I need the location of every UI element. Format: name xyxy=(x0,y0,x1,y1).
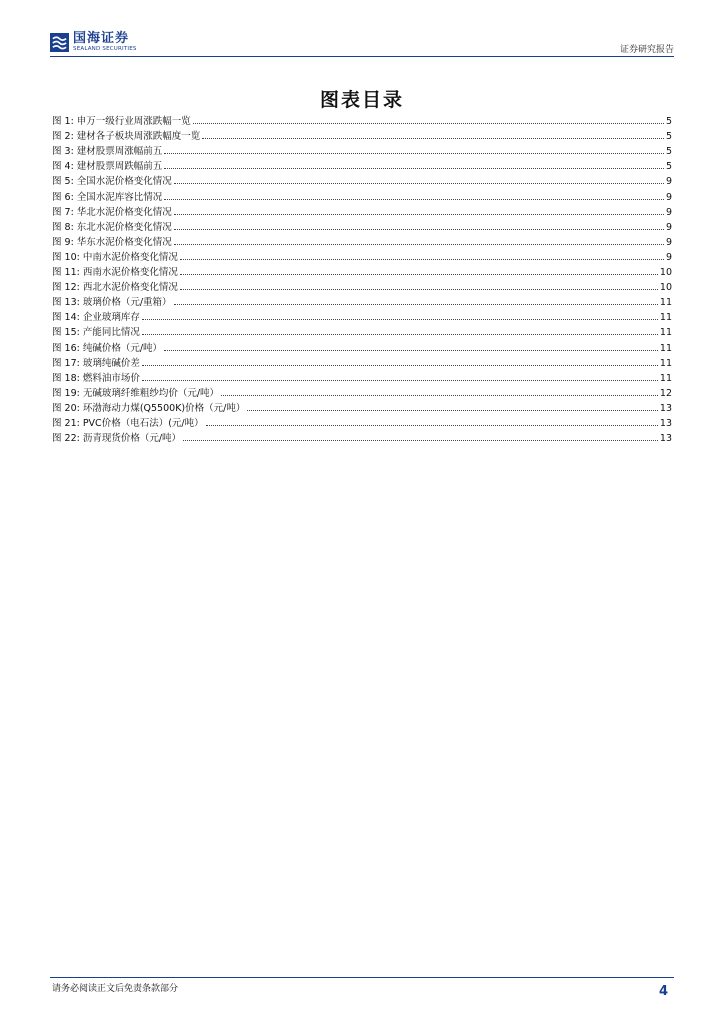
toc-entry-page[interactable]: 5 xyxy=(665,146,672,158)
table-of-figures xyxy=(52,112,672,444)
toc-entry[interactable] xyxy=(52,338,672,353)
sealand-securities-logo xyxy=(50,32,137,53)
toc-entry-label[interactable]: 图 7: 华北水泥价格变化情况 xyxy=(52,206,172,218)
toc-entry-page[interactable]: 9 xyxy=(665,176,672,188)
toc-entry[interactable] xyxy=(52,293,672,308)
toc-dot-leader xyxy=(174,229,664,230)
toc-entry-page[interactable]: 10 xyxy=(659,282,672,294)
toc-dot-leader xyxy=(193,123,664,124)
toc-entry-label[interactable]: 图 4: 建材股票周跌幅前五 xyxy=(52,161,163,173)
toc-dot-leader xyxy=(180,289,658,290)
toc-dot-leader xyxy=(174,304,658,305)
logo-chinese-name: 国海证券 xyxy=(73,31,130,46)
toc-entry-label[interactable]: 图 12: 西北水泥价格变化情况 xyxy=(52,282,178,294)
toc-entry[interactable] xyxy=(52,429,672,444)
toc-entry-page[interactable]: 9 xyxy=(665,191,672,203)
toc-entry[interactable] xyxy=(52,233,672,248)
toc-entry-label[interactable]: 图 9: 华东水泥价格变化情况 xyxy=(52,236,172,248)
toc-entry-page[interactable]: 9 xyxy=(665,206,672,218)
toc-dot-leader xyxy=(180,259,664,260)
toc-entry-page[interactable]: 5 xyxy=(665,116,672,128)
toc-dot-leader xyxy=(202,138,664,139)
toc-entry-label[interactable]: 图 18: 燃料油市场价 xyxy=(52,372,140,384)
toc-entry[interactable] xyxy=(52,369,672,384)
report-type-label: 证券研究报告 xyxy=(619,45,674,55)
toc-entry[interactable] xyxy=(52,127,672,142)
toc-entry[interactable] xyxy=(52,187,672,202)
toc-entry-label[interactable]: 图 14: 企业玻璃库存 xyxy=(52,312,140,324)
disclaimer-note: 请务必阅读正文后免责条款部分 xyxy=(52,984,179,994)
toc-entry-label[interactable]: 图 3: 建材股票周涨幅前五 xyxy=(52,146,163,158)
toc-dot-leader xyxy=(142,319,658,320)
page-title: 图表目录 xyxy=(319,89,404,111)
toc-entry[interactable] xyxy=(52,354,672,369)
toc-entry-label[interactable]: 图 1: 申万一级行业周涨跌幅一览 xyxy=(52,116,191,128)
toc-entry[interactable] xyxy=(52,248,672,263)
toc-entry-page[interactable]: 5 xyxy=(665,161,672,173)
toc-entry-label[interactable]: 图 21: PVC价格（电石法）(元/吨） xyxy=(52,417,204,429)
header-divider xyxy=(50,56,674,57)
toc-entry[interactable] xyxy=(52,263,672,278)
toc-dot-leader xyxy=(174,214,664,215)
toc-entry-page[interactable]: 11 xyxy=(659,327,672,339)
toc-entry-page[interactable]: 11 xyxy=(659,312,672,324)
toc-entry[interactable] xyxy=(52,399,672,414)
toc-entry-page[interactable]: 9 xyxy=(665,221,672,233)
toc-entry-page[interactable]: 11 xyxy=(659,297,672,309)
toc-dot-leader xyxy=(174,244,664,245)
toc-entry[interactable] xyxy=(52,218,672,233)
toc-entry[interactable] xyxy=(52,308,672,323)
toc-dot-leader xyxy=(142,365,658,366)
toc-dot-leader xyxy=(164,199,664,200)
toc-dot-leader xyxy=(247,410,658,411)
page-header xyxy=(50,30,674,57)
toc-dot-leader xyxy=(221,395,658,396)
toc-entry[interactable] xyxy=(52,278,672,293)
toc-entry-label[interactable]: 图 11: 西南水泥价格变化情况 xyxy=(52,267,178,279)
toc-entry-label[interactable]: 图 8: 东北水泥价格变化情况 xyxy=(52,221,172,233)
toc-entry-page[interactable]: 9 xyxy=(665,236,672,248)
toc-entry-label[interactable]: 图 20: 环渤海动力煤(Q5500K)价格（元/吨） xyxy=(52,402,246,414)
toc-entry[interactable] xyxy=(52,323,672,338)
toc-entry-page[interactable]: 13 xyxy=(659,402,672,414)
toc-entry-page[interactable]: 11 xyxy=(659,357,672,369)
toc-entry-label[interactable]: 图 2: 建材各子板块周涨跌幅度一览 xyxy=(52,131,201,143)
toc-entry[interactable] xyxy=(52,414,672,429)
toc-entry-page[interactable]: 13 xyxy=(659,417,672,429)
toc-dot-leader xyxy=(164,168,664,169)
toc-entry[interactable] xyxy=(52,203,672,218)
page-number: 4 xyxy=(658,984,668,999)
toc-entry-page[interactable]: 11 xyxy=(659,342,672,354)
toc-entry-label[interactable]: 图 5: 全国水泥价格变化情况 xyxy=(52,176,172,188)
sealand-logo-icon xyxy=(50,33,69,52)
toc-dot-leader xyxy=(142,380,658,381)
toc-entry-label[interactable]: 图 22: 沥青现货价格（元/吨） xyxy=(52,433,182,445)
toc-entry-page[interactable]: 9 xyxy=(665,251,672,263)
toc-entry-page[interactable]: 10 xyxy=(659,267,672,279)
toc-entry[interactable] xyxy=(52,172,672,187)
toc-entry[interactable] xyxy=(52,384,672,399)
toc-entry-label[interactable]: 图 15: 产能同比情况 xyxy=(52,327,140,339)
toc-entry-label[interactable]: 图 17: 玻璃纯碱价差 xyxy=(52,357,140,369)
toc-entry-page[interactable]: 5 xyxy=(665,131,672,143)
toc-dot-leader xyxy=(142,334,658,335)
toc-dot-leader xyxy=(183,440,658,441)
toc-entry-page[interactable]: 12 xyxy=(659,387,672,399)
toc-entry-label[interactable]: 图 10: 中南水泥价格变化情况 xyxy=(52,251,178,263)
logo-english-name: SEALAND SECURITIES xyxy=(73,46,137,52)
footer-divider xyxy=(50,977,674,978)
toc-entry-page[interactable]: 11 xyxy=(659,372,672,384)
toc-entry-label[interactable]: 图 13: 玻璃价格（元/重箱） xyxy=(52,297,172,309)
toc-dot-leader xyxy=(180,274,658,275)
toc-dot-leader xyxy=(174,183,664,184)
toc-entry-label[interactable]: 图 16: 纯碱价格（元/吨） xyxy=(52,342,163,354)
toc-entry[interactable] xyxy=(52,157,672,172)
toc-dot-leader xyxy=(164,153,664,154)
toc-dot-leader xyxy=(164,350,658,351)
toc-dot-leader xyxy=(206,425,658,426)
toc-entry-label[interactable]: 图 6: 全国水泥库容比情况 xyxy=(52,191,163,203)
toc-entry-page[interactable]: 13 xyxy=(659,433,672,445)
toc-entry-label[interactable]: 图 19: 无碱玻璃纤维粗纱均价（元/吨） xyxy=(52,387,220,399)
toc-entry[interactable] xyxy=(52,112,672,127)
toc-entry[interactable] xyxy=(52,142,672,157)
